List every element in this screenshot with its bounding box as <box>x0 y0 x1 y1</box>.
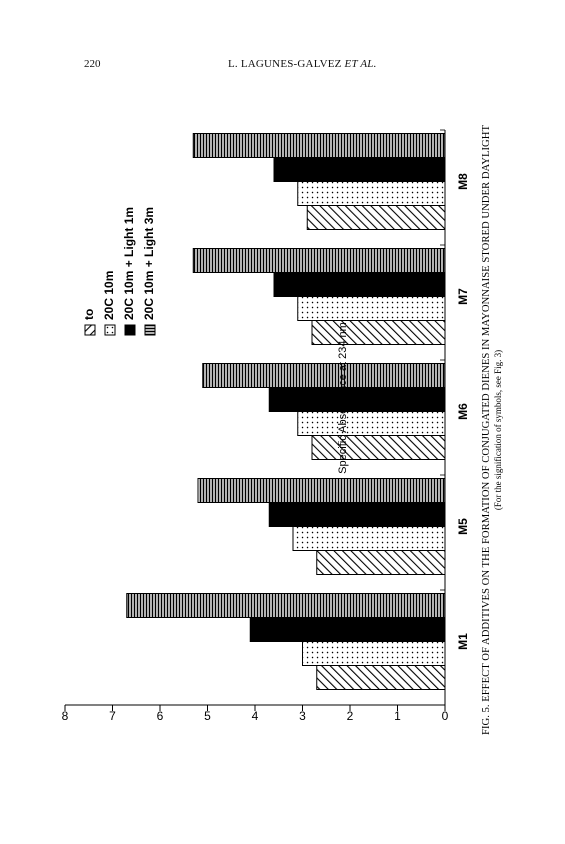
y-tick-label: 3 <box>299 709 306 724</box>
bar-m6-series-2 <box>298 412 445 436</box>
running-head-authors: L. LAGUNES-GALVEZ <box>228 58 342 70</box>
y-axis-title: Specific Absorbance at 234 nm <box>337 322 349 474</box>
page-number: 220 <box>84 58 101 70</box>
bar-m8-series-2 <box>298 182 445 206</box>
y-tick-label: 4 <box>251 709 259 724</box>
bar-m5-series-3 <box>269 503 445 527</box>
bar-m8-series-4 <box>193 134 445 158</box>
bar-m1-series-2 <box>303 642 446 666</box>
legend-label: 20C 10m + Light 1m <box>122 206 137 320</box>
running-head-etal: ET AL. <box>344 58 377 70</box>
bar-m5-series-1 <box>317 551 445 575</box>
bar-m1-series-1 <box>317 666 445 690</box>
bar-m6-series-1 <box>312 436 445 460</box>
y-tick-label: 6 <box>156 709 164 724</box>
bars <box>127 134 445 690</box>
bar-m7-series-4 <box>193 249 445 273</box>
legend-label: to <box>82 308 97 320</box>
figure-caption-note: (For the signification of symbols, see Fig. 3) <box>493 349 503 511</box>
legend-swatch <box>125 325 135 335</box>
bar-m1-series-3 <box>250 618 445 642</box>
figure-caption: FIG. 5. EFFECT OF ADDITIVES ON THE FORMATION OF CONJUGATED DIENES IN MAYONNAISE STORED UNDER DAYLIGHT <box>481 163 492 735</box>
legend-label: 20C 10m <box>102 270 117 320</box>
legend-swatch <box>105 325 115 335</box>
y-tick-label: 0 <box>441 709 449 724</box>
bar-m1-series-4 <box>127 594 445 618</box>
category-label: M7 <box>456 288 470 305</box>
legend-label: 20C 10m + Light 3m <box>142 206 157 320</box>
y-tick-label: 7 <box>109 709 116 724</box>
category-label: M5 <box>456 518 470 535</box>
bar-m7-series-3 <box>274 273 445 297</box>
y-tick-label: 8 <box>61 709 69 724</box>
bar-m8-series-1 <box>307 206 445 230</box>
y-tick-label: 2 <box>346 709 354 724</box>
category-labels <box>456 173 470 650</box>
bar-m6-series-4 <box>203 364 445 388</box>
bar-m7-series-2 <box>298 297 445 321</box>
category-label: M1 <box>456 633 470 650</box>
legend <box>82 207 156 335</box>
legend-swatch <box>145 325 155 335</box>
bar-m7-series-1 <box>312 321 445 345</box>
y-tick-label: 1 <box>394 709 401 724</box>
legend-swatch <box>85 325 95 335</box>
category-label: M8 <box>456 173 470 190</box>
bar-m5-series-4 <box>198 479 445 503</box>
y-tick-label: 5 <box>204 709 211 724</box>
bar-m8-series-3 <box>274 158 445 182</box>
bar-m6-series-3 <box>269 388 445 412</box>
bar-m5-series-2 <box>293 527 445 551</box>
category-label: M6 <box>456 403 470 420</box>
